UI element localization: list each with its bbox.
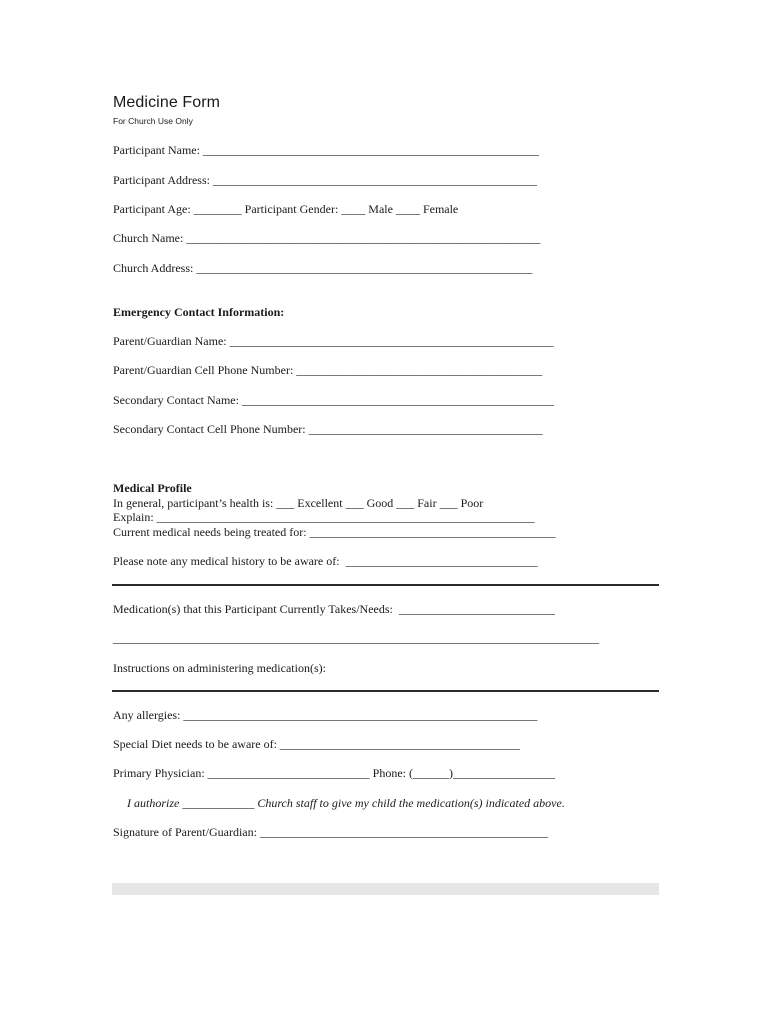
participant-name-field[interactable]: Participant Name: ________________________________________________________ bbox=[113, 143, 539, 157]
medical-profile-heading: Medical Profile bbox=[113, 481, 192, 495]
primary-physician-field[interactable]: Primary Physician: ___________________________ Phone: (______)_________________ bbox=[113, 766, 555, 780]
medical-history-field[interactable]: Please note any medical history to be aware of: ________________________________ bbox=[113, 554, 538, 568]
emergency-contact-heading: Emergency Contact Information: bbox=[113, 305, 285, 319]
church-address-field[interactable]: Church Address: ________________________________________________________ bbox=[113, 261, 533, 275]
form-title: Medicine Form bbox=[113, 94, 221, 111]
participant-address-field[interactable]: Participant Address: ______________________________________________________ bbox=[113, 173, 537, 187]
section-divider bbox=[112, 690, 659, 692]
secondary-contact-name-field[interactable]: Secondary Contact Name: ____________________________________________________ bbox=[113, 393, 554, 407]
current-medical-needs-field[interactable]: Current medical needs being treated for: _________________________________________ bbox=[113, 525, 556, 539]
guardian-phone-field[interactable]: Parent/Guardian Cell Phone Number: _________________________________________ bbox=[113, 363, 543, 377]
section-divider bbox=[112, 584, 659, 586]
allergies-field[interactable]: Any allergies: ___________________________________________________________ bbox=[113, 708, 538, 722]
guardian-name-field[interactable]: Parent/Guardian Name: ______________________________________________________ bbox=[113, 334, 554, 348]
medications-field[interactable]: Medication(s) that this Participant Currently Takes/Needs: __________________________ bbox=[113, 602, 555, 616]
medication-instructions-label: Instructions on administering medication(s): bbox=[113, 661, 326, 675]
explain-field[interactable]: Explain: _______________________________________________________________ bbox=[113, 510, 535, 524]
footer-bar bbox=[112, 883, 659, 895]
guardian-signature-field[interactable]: Signature of Parent/Guardian: ________________________________________________ bbox=[113, 825, 548, 839]
health-rating-field[interactable]: In general, participant’s health is: ___ Excellent ___ Good ___ Fair ___ Poor bbox=[113, 496, 484, 510]
authorization-statement[interactable]: I authorize ____________ Church staff to give my child the medication(s) indicated above. bbox=[127, 796, 565, 810]
church-name-field[interactable]: Church Name: ___________________________________________________________ bbox=[113, 231, 541, 245]
medications-continuation-field[interactable]: _________________________________________________________________________________ bbox=[113, 631, 599, 645]
secondary-contact-phone-field[interactable]: Secondary Contact Cell Phone Number: _______________________________________ bbox=[113, 422, 543, 436]
form-subtitle: For Church Use Only bbox=[113, 116, 193, 126]
special-diet-field[interactable]: Special Diet needs to be aware of: ________________________________________ bbox=[113, 737, 520, 751]
participant-age-gender-field[interactable]: Participant Age: ________ Participant Gender: ____ Male ____ Female bbox=[113, 202, 459, 216]
